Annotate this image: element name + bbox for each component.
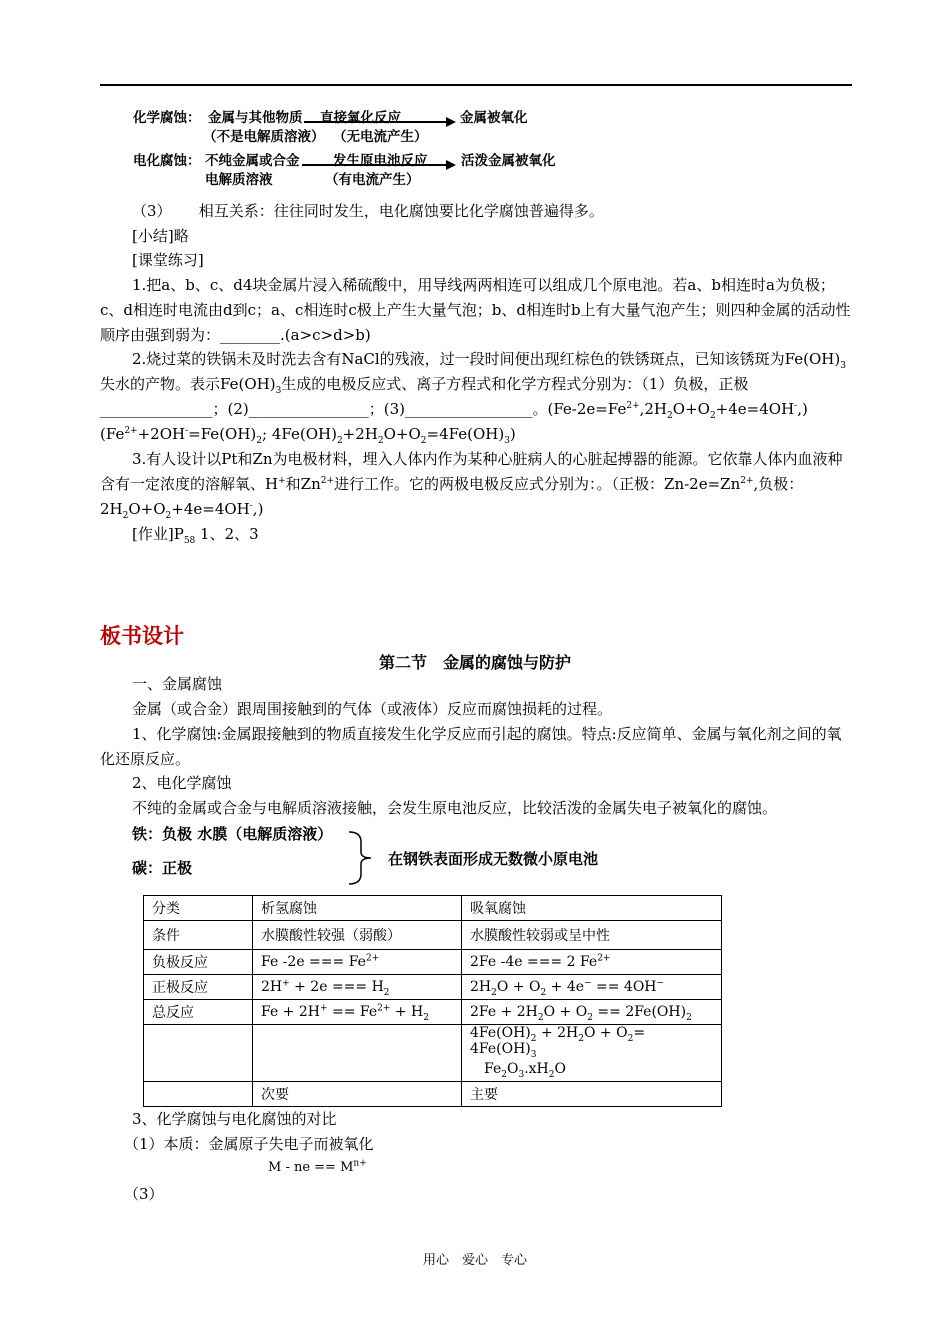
table-cell: 2H+ + 2e === $H_2$: [253, 975, 462, 1000]
table-cell: 正极反应: [144, 975, 253, 1000]
table-cell: 水膜酸性较强（弱酸）: [253, 921, 462, 950]
page-footer: 用心 爱心 专心: [422, 1253, 527, 1268]
table-cell: 水膜酸性较弱或呈中性: [462, 921, 722, 950]
table-cell: 总反应: [144, 1000, 253, 1025]
chem-note-2: （无电流产生）: [333, 129, 428, 145]
electrochemical-definition: 不纯的金属或合金与电解质溶液接触，会发生原电池反应，比较活泼的金属失电子被氧化的腐蚀。: [132, 799, 778, 817]
elec-note-2: （有电流产生）: [325, 172, 420, 188]
essence-line: （1）本质：金属原子失电子而被氧化: [124, 1135, 374, 1153]
elec-label: 电化腐蚀：: [133, 153, 201, 169]
question-1: 1.把a、b、c、d4块金属片浸入稀硫酸中，用导线两两相连可以组成几个原电池。若a、b相连时a为负极；c、d相连时电流由d到c；a、c相连时c极上产生大量气泡；b、d相连时b上有大量气泡产生；则四种金属的活动性顺序由强到弱为：________.(a>c>d>b): [100, 276, 851, 344]
table-cell: $Fe + 2H^+ == Fe^{2+} + H_2$: [253, 1000, 462, 1025]
table-row: [144, 1082, 722, 1107]
oxidation-equation: M - ne == $M^{n+}$: [268, 1158, 367, 1175]
table-cell: $2Fe + 2H_2O + O_2 == 2Fe(OH)_2$: [462, 1000, 722, 1025]
table-cell: 分类: [144, 896, 253, 921]
board-heading: 板书设计: [100, 624, 184, 648]
table-row: [144, 975, 722, 1000]
section-1-title: 一、金属腐蚀: [132, 675, 223, 693]
item-3-line: （3）: [124, 1185, 164, 1203]
elec-condition: 不纯金属或合金: [205, 153, 300, 169]
chem-condition: 金属与其他物质: [208, 110, 303, 126]
brace-icon: [345, 830, 377, 886]
question-2: 2.烧过菜的铁锅未及时洗去含有NaCl的残液，过一段时间便出现红棕色的铁锈斑点，已知该锈斑为$Fe(OH)_3$失水的产物。表示$Fe(OH)_3$生成的电极反应式、离子方程式和化学方程式分别为：（1）负极，正极_______________；(2)________________；(3)_________________。$(Fe-2e=Fe^{2+},2H_2O+O_2+4e=4OH^-,)(Fe^{2+}+2OH^-=Fe(OH)_2$; $4Fe(OH)_2+2H_2O+O_2=4Fe(OH)_3$): [100, 350, 846, 446]
table-row: [144, 921, 722, 950]
table-row: [144, 1000, 722, 1025]
practice-heading: [课堂练习]: [132, 251, 204, 269]
elec-note-1: 电解质溶液: [205, 172, 273, 188]
table-cell: $2H_2O + O_2 + 4e^- == 4OH^-$: [462, 975, 722, 1000]
diagram-arrows: [300, 110, 460, 175]
elec-process: 发生原电池反应: [333, 153, 428, 169]
table-cell: 主要: [462, 1082, 722, 1107]
electrochemical-title: 2、电化学腐蚀: [132, 774, 232, 792]
corrosion-table: [143, 895, 722, 1107]
table-cell: 吸氧腐蚀: [462, 896, 722, 921]
header-rule: [100, 84, 852, 86]
table-row: [144, 950, 722, 975]
section-title: 第二节 金属的腐蚀与防护: [378, 653, 571, 672]
elec-result: 活泼金属被氧化: [461, 153, 556, 169]
table-cell: [144, 1082, 253, 1107]
table-cell: 析氢腐蚀: [253, 896, 462, 921]
table-cell: [253, 1025, 462, 1082]
question-3: 3.有人设计以Pt和Zn为电极材料，埋入人体内作为某种心脏病人的心脏起搏器的能源。它依靠人体内血液种含有一定浓度的溶解氧、H+和$Zn^{2+}$进行工作。它的两极电极反应式分别为：。（正极：$Zn-2e=Zn^{2+}$,负极：$2H_2O+O_2+4e=4OH^-$,): [100, 450, 843, 521]
chem-arrow-head: [446, 117, 456, 127]
brace-note: 在钢铁表面形成无数微小原电池: [388, 850, 599, 868]
table-row: [144, 896, 722, 921]
table-cell: 2Fe -4e === 2 $Fe^{2+}$: [462, 950, 722, 975]
summary-line: [小结]略: [132, 227, 189, 245]
homework-line: [作业]$P_{58}$ 1、2、3: [132, 525, 259, 546]
comparison-title: 3、化学腐蚀与电化腐蚀的对比: [132, 1110, 337, 1128]
relation-line: （3） 相互关系：往往同时发生，电化腐蚀要比化学腐蚀普遍得多。: [132, 202, 604, 220]
table-row: [144, 1025, 722, 1058]
table-cell: 次要: [253, 1082, 462, 1107]
corrosion-definition: 金属（或合金）跟周围接触到的气体（或液体）反应而腐蚀损耗的过程。: [132, 700, 613, 718]
table-cell: [144, 1025, 253, 1082]
iron-label: 铁：负极 水膜（电解质溶液）: [132, 825, 333, 843]
chemical-corrosion: 1、化学腐蚀:金属跟接触到的物质直接发生化学反应而引起的腐蚀。特点:反应简单、金属与氧化剂之间的氧化还原反应。: [100, 725, 842, 768]
carbon-label: 碳：正极: [132, 859, 193, 877]
chem-note-1: （不是电解质溶液）: [203, 129, 325, 145]
table-cell: 负极反应: [144, 950, 253, 975]
chem-result: 金属被氧化: [460, 110, 528, 126]
table-cell: $Fe_2O_3.xH_2O$: [462, 1057, 722, 1082]
table-cell: Fe -2e === $Fe^{2+}$: [253, 950, 462, 975]
chem-label: 化学腐蚀：: [133, 110, 201, 126]
chem-process: 直接氧化反应: [320, 110, 401, 126]
table-cell: $4Fe(OH)_2 + 2H_2O + O_2= 4Fe(OH)_3$: [462, 1025, 722, 1058]
elec-arrow-head: [446, 160, 456, 170]
table-cell: 条件: [144, 921, 253, 950]
